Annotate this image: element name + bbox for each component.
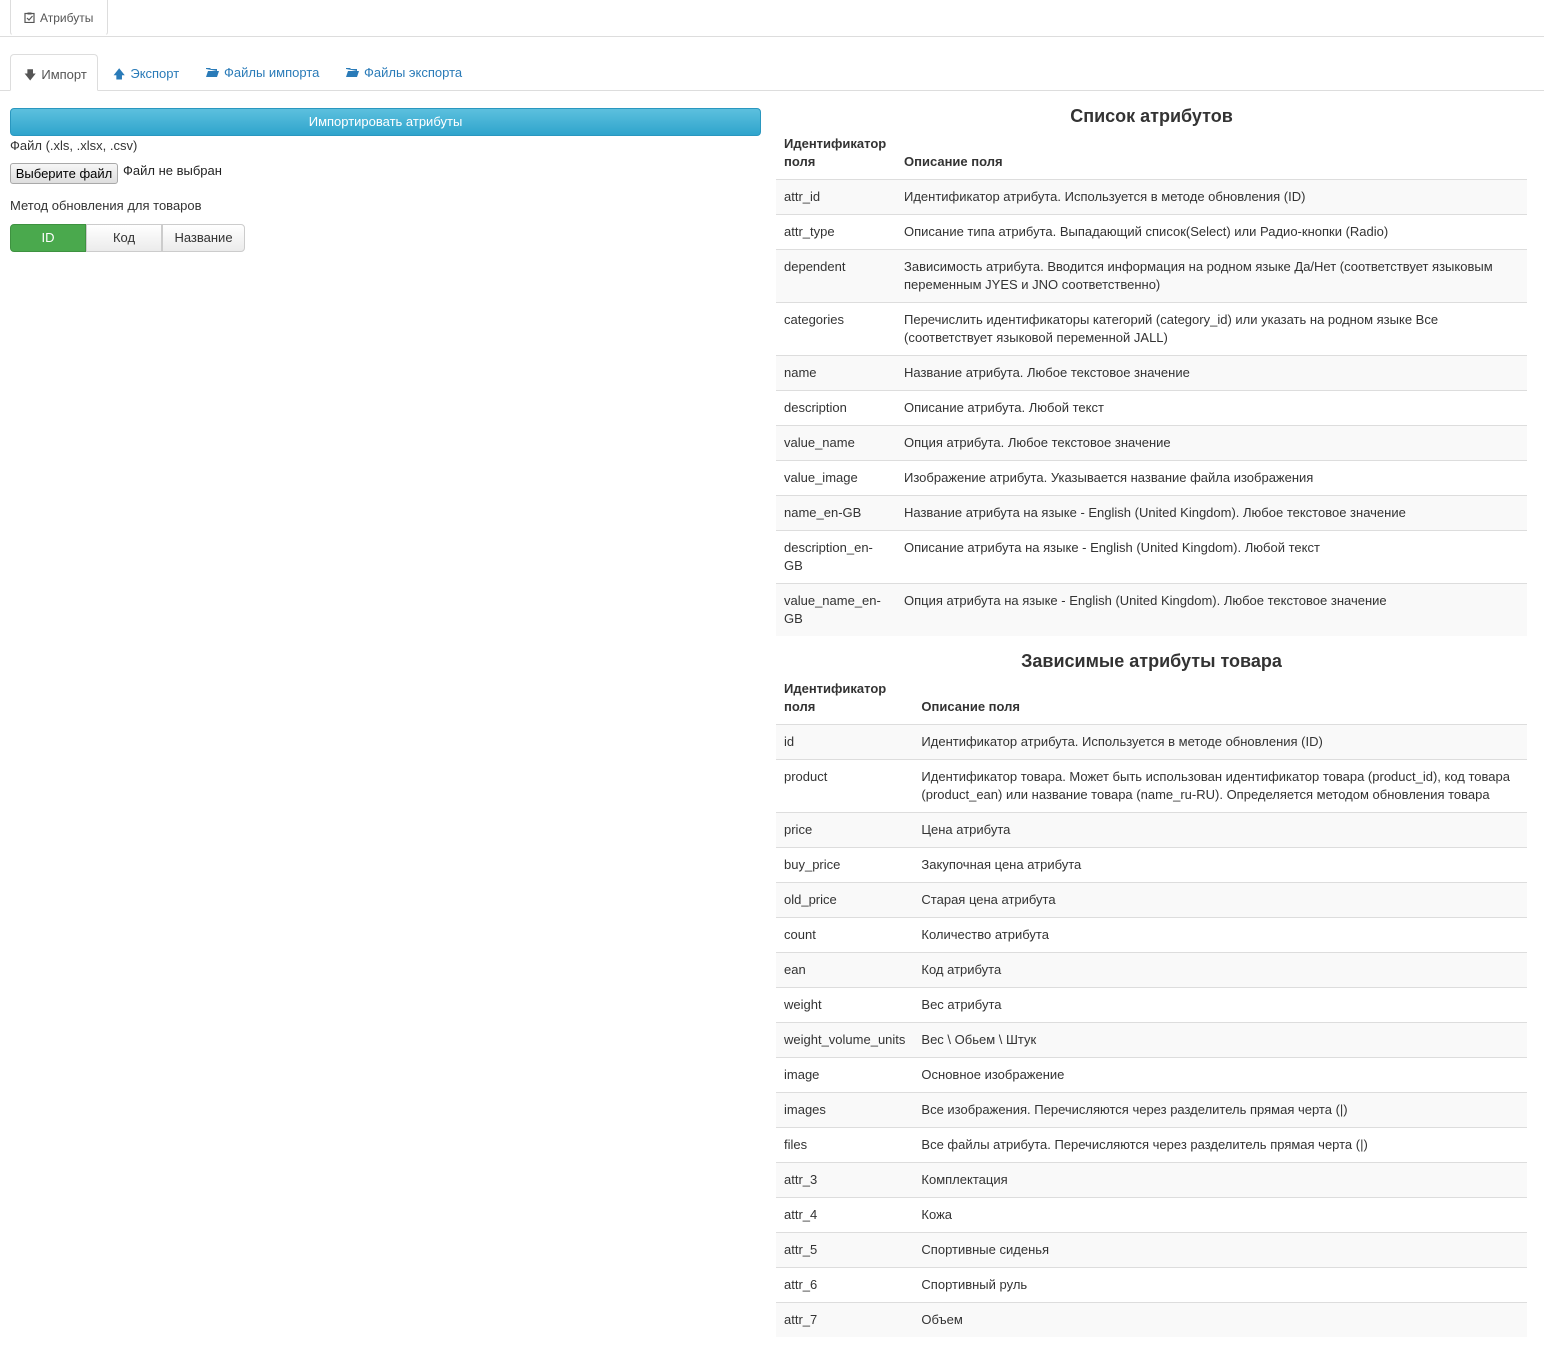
- table-row: [776, 461, 1527, 496]
- field-desc-cell: Вес атрибута: [913, 988, 1527, 1023]
- field-desc-cell: Кожа: [913, 1198, 1527, 1233]
- field-id-cell: count: [776, 918, 913, 953]
- table-row: [776, 1163, 1527, 1198]
- field-id-cell: attr_5: [776, 1233, 913, 1268]
- field-id-cell: attr_6: [776, 1268, 913, 1303]
- method-name-button[interactable]: Название: [162, 224, 245, 252]
- field-id-cell: attr_3: [776, 1163, 913, 1198]
- table-row: [776, 813, 1527, 848]
- tab-export[interactable]: [113, 54, 179, 90]
- field-desc-cell: Описание типа атрибута. Выпадающий список(Select) или Радио-кнопки (Radio): [896, 215, 1527, 250]
- table-row: [776, 1058, 1527, 1093]
- table-row: [776, 1128, 1527, 1163]
- field-id-cell: attr_type: [776, 215, 896, 250]
- field-desc-cell: Название атрибута. Любое текстовое значение: [896, 356, 1527, 391]
- field-id-cell: attr_7: [776, 1303, 913, 1338]
- field-id-cell: attr_id: [776, 180, 896, 215]
- field-desc-cell: Закупочная цена атрибута: [913, 848, 1527, 883]
- field-id-cell: categories: [776, 303, 896, 356]
- clipboard-check-icon: [24, 12, 35, 23]
- field-id-cell: price: [776, 813, 913, 848]
- field-desc-cell: Все изображения. Перечисляются через разделитель прямая черта (|): [913, 1093, 1527, 1128]
- tab-import-label: Импорт: [41, 67, 87, 82]
- tab-export-label: Экспорт: [130, 66, 180, 81]
- table-row: [776, 180, 1527, 215]
- file-status-text: Файл не выбран: [123, 163, 222, 178]
- table-row: [776, 725, 1527, 760]
- method-id-button[interactable]: ID: [10, 224, 86, 252]
- field-desc-cell: Старая цена атрибута: [913, 883, 1527, 918]
- field-desc-cell: Все файлы атрибута. Перечисляются через разделитель прямая черта (|): [913, 1128, 1527, 1163]
- tab-import-files-label: Файлы импорта: [224, 65, 320, 80]
- table-row: [776, 1268, 1527, 1303]
- table-row: [776, 426, 1527, 461]
- folder-icon: [346, 67, 359, 78]
- tab-import-files[interactable]: [206, 54, 319, 90]
- field-id-cell: files: [776, 1128, 913, 1163]
- field-desc-cell: Комплектация: [913, 1163, 1527, 1198]
- field-id-cell: product: [776, 760, 913, 813]
- tab-import[interactable]: [10, 54, 98, 91]
- import-attributes-button[interactable]: Импортировать атрибуты: [10, 108, 761, 136]
- header-field-id: Идентификатор поля: [776, 680, 913, 725]
- field-desc-cell: Название атрибута на языке - English (United Kingdom). Любое текстовое значение: [896, 496, 1527, 531]
- dep-list-table: [776, 680, 1527, 1337]
- field-desc-cell: Количество атрибута: [913, 918, 1527, 953]
- field-desc-cell: Основное изображение: [913, 1058, 1527, 1093]
- top-tab-bar: [0, 0, 1544, 37]
- field-desc-cell: Спортивные сиденья: [913, 1233, 1527, 1268]
- table-row: [776, 953, 1527, 988]
- field-desc-cell: Опция атрибута. Любое текстовое значение: [896, 426, 1527, 461]
- field-id-cell: dependent: [776, 250, 896, 303]
- field-desc-cell: Изображение атрибута. Указывается название файла изображения: [896, 461, 1527, 496]
- header-field-id: Идентификатор поля: [776, 135, 896, 180]
- field-desc-cell: Идентификатор атрибута. Используется в методе обновления (ID): [896, 180, 1527, 215]
- update-method-label: Метод обновления для товаров: [10, 198, 202, 213]
- field-desc-cell: Описание атрибута на языке - English (United Kingdom). Любой текст: [896, 531, 1527, 584]
- field-id-cell: name: [776, 356, 896, 391]
- field-desc-cell: Объем: [913, 1303, 1527, 1338]
- header-field-desc: Описание поля: [896, 135, 1527, 180]
- field-desc-cell: Идентификатор атрибута. Используется в методе обновления (ID): [913, 725, 1527, 760]
- table-row: [776, 303, 1527, 356]
- choose-file-button[interactable]: Выберите файл: [10, 163, 118, 184]
- field-id-cell: weight_volume_units: [776, 1023, 913, 1058]
- field-desc-cell: Код атрибута: [913, 953, 1527, 988]
- download-icon: 🡇: [24, 68, 37, 82]
- table-row: [776, 918, 1527, 953]
- field-id-cell: value_name: [776, 426, 896, 461]
- table-row: [776, 988, 1527, 1023]
- tab-attributes[interactable]: [10, 0, 108, 36]
- field-id-cell: value_image: [776, 461, 896, 496]
- header-field-desc: Описание поля: [913, 680, 1527, 725]
- table-row: [776, 215, 1527, 250]
- table-row: [776, 391, 1527, 426]
- table-row: [776, 883, 1527, 918]
- attr-list-title: Список атрибутов: [1070, 106, 1233, 126]
- field-id-cell: old_price: [776, 883, 913, 918]
- table-row: [776, 1303, 1527, 1338]
- field-id-cell: weight: [776, 988, 913, 1023]
- table-header-row: [776, 135, 1527, 180]
- table-row: [776, 848, 1527, 883]
- field-desc-cell: Цена атрибута: [913, 813, 1527, 848]
- field-id-cell: name_en-GB: [776, 496, 896, 531]
- field-id-cell: description_en-GB: [776, 531, 896, 584]
- field-id-cell: value_name_en-GB: [776, 584, 896, 637]
- field-id-cell: buy_price: [776, 848, 913, 883]
- field-desc-cell: Описание атрибута. Любой текст: [896, 391, 1527, 426]
- folder-icon: [206, 67, 219, 78]
- table-row: [776, 496, 1527, 531]
- table-row: [776, 760, 1527, 813]
- table-row: [776, 1198, 1527, 1233]
- field-id-cell: id: [776, 725, 913, 760]
- table-row: [776, 1093, 1527, 1128]
- attr-list-table: [776, 135, 1527, 636]
- field-id-cell: images: [776, 1093, 913, 1128]
- field-desc-cell: Перечислить идентификаторы категорий (category_id) или указать на родном языке Все (соответствует языковой переменной JALL): [896, 303, 1527, 356]
- dep-list-title: Зависимые атрибуты товара: [1021, 651, 1282, 671]
- field-id-cell: image: [776, 1058, 913, 1093]
- field-id-cell: ean: [776, 953, 913, 988]
- tab-attributes-label: Атрибуты: [40, 11, 94, 25]
- method-code-button[interactable]: Код: [86, 224, 162, 252]
- table-row: [776, 1023, 1527, 1058]
- sub-tab-bar: [0, 54, 1544, 91]
- field-id-cell: description: [776, 391, 896, 426]
- field-id-cell: attr_4: [776, 1198, 913, 1233]
- table-row: [776, 356, 1527, 391]
- upload-icon: 🡅: [113, 67, 126, 81]
- table-row: [776, 531, 1527, 584]
- table-header-row: [776, 680, 1527, 725]
- tab-export-files-label: Файлы экспорта: [364, 65, 463, 80]
- field-desc-cell: Опция атрибута на языке - English (United Kingdom). Любое текстовое значение: [896, 584, 1527, 637]
- table-row: [776, 584, 1527, 637]
- field-desc-cell: Зависимость атрибута. Вводится информация на родном языке Да/Нет (соответствует языковым переменным JYES и JNO соответственно): [896, 250, 1527, 303]
- field-desc-cell: Спортивный руль: [913, 1268, 1527, 1303]
- tab-export-files[interactable]: [346, 54, 462, 90]
- field-desc-cell: Идентификатор товара. Может быть использован идентификатор товара (product_id), код товара (product_ean) или название товара (name_ru-RU). Определяется методом обновления товара: [913, 760, 1527, 813]
- field-desc-cell: Вес \ Обьем \ Штук: [913, 1023, 1527, 1058]
- file-format-label: Файл (.xls, .xlsx, .csv): [10, 138, 138, 153]
- table-row: [776, 250, 1527, 303]
- table-row: [776, 1233, 1527, 1268]
